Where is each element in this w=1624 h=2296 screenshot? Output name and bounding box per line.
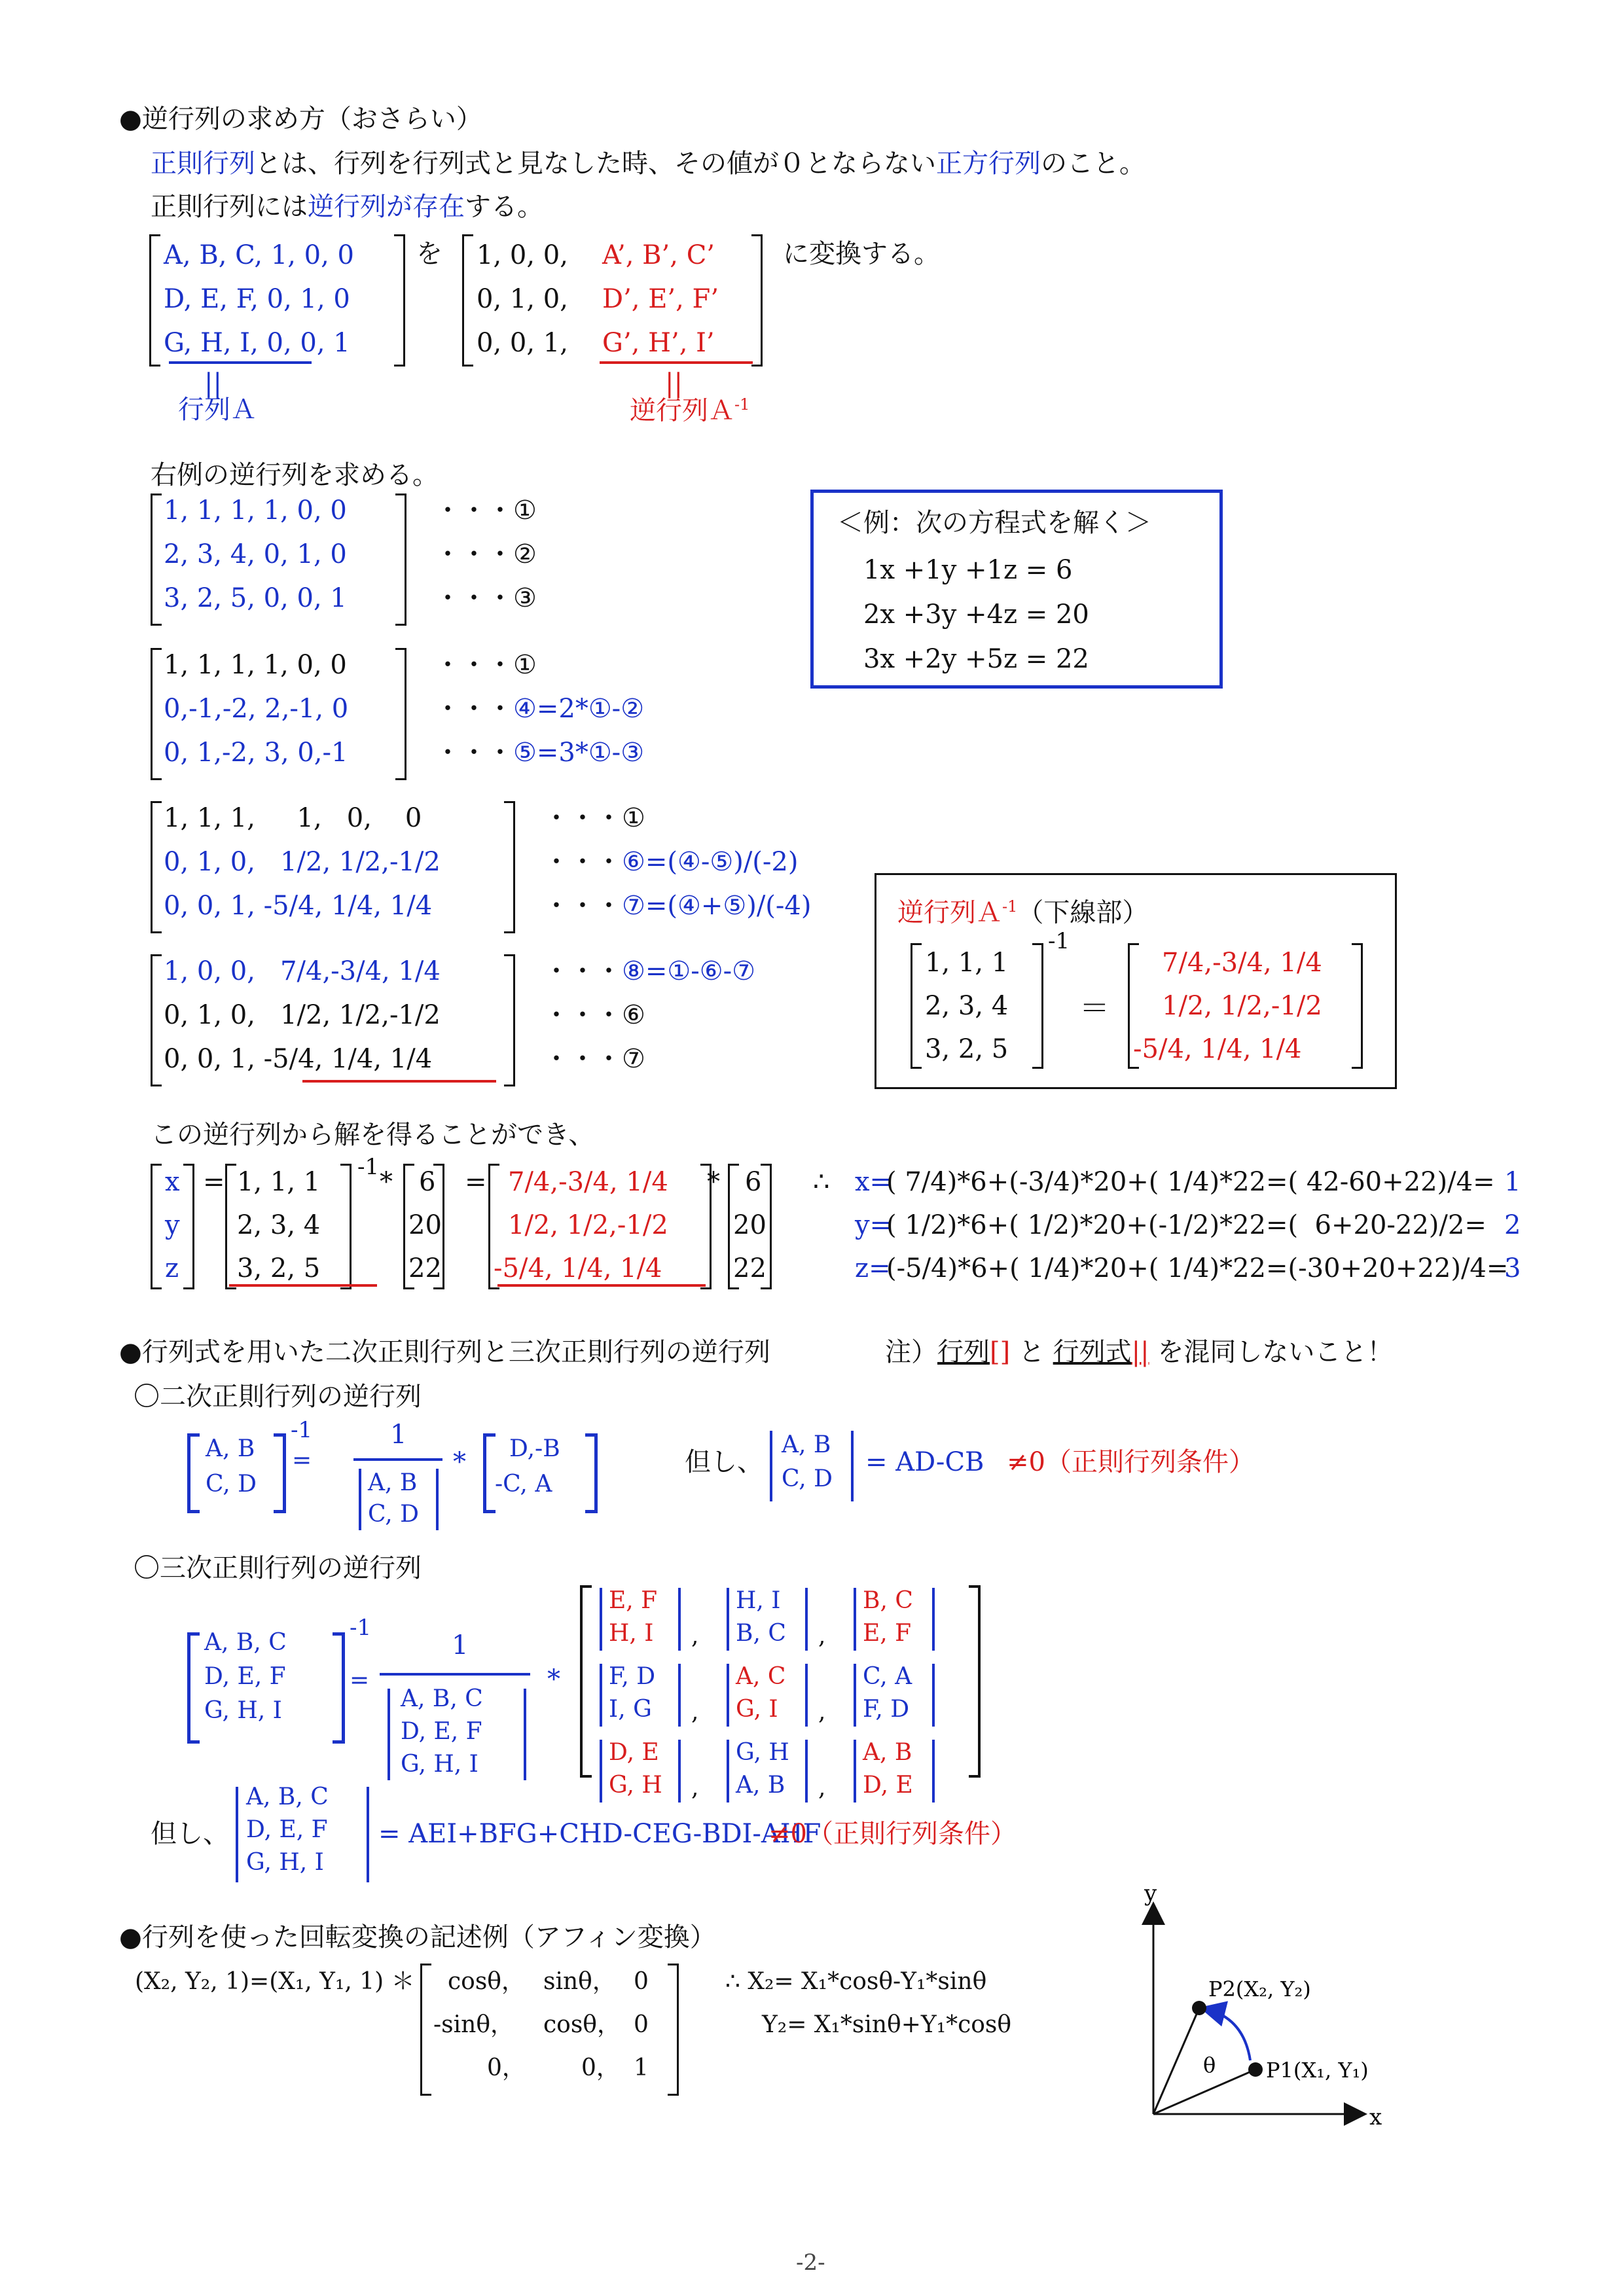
- section5-heading: ●行列を使った回転変換の記述例（アフィン変換）: [119, 1922, 716, 1952]
- subheading-2x2: 〇二次正則行列の逆行列: [134, 1382, 422, 1412]
- solution-expression: ( 1/2)*6+( 1/2)*20+(-1/2)*22=( 6+20-22)/2=: [886, 1210, 1487, 1240]
- matrix-row: A, B: [206, 1435, 255, 1462]
- text-segment: のこと。: [1041, 149, 1146, 179]
- bracket-right: [395, 493, 406, 626]
- determinant-row: D, E, F: [246, 1816, 328, 1843]
- example-equation: 2x +3y +4z = 20: [863, 600, 1089, 630]
- determinant-row: D, E, F: [401, 1718, 482, 1745]
- text-segment: とは、行列を行列式と見なした時、その値が０とならない: [255, 149, 936, 179]
- rotation-result-x: ∴ X₂= X₁*cosθ-Y₁*sinθ: [725, 1968, 987, 1995]
- cofactor-row: I, G: [609, 1696, 652, 1723]
- matrix-row-right: A’, B’, C’: [602, 240, 715, 270]
- determinant-row: A, B: [782, 1431, 831, 1458]
- bracket-right: [504, 801, 515, 933]
- rotation-matrix-cell: cosθ，: [448, 1968, 525, 1995]
- rhs-entry: 6: [745, 1167, 762, 1197]
- matrix-row-left: 1, 0, 0,: [477, 240, 568, 270]
- cofactor-row: D, E: [609, 1739, 659, 1766]
- intro-text: 右例の逆行列を求める。: [151, 460, 439, 490]
- wo-text: を: [416, 239, 442, 269]
- dots: ・・・: [435, 583, 513, 613]
- determinant-row: C, D: [368, 1501, 420, 1528]
- determinant-row: A, B, C: [401, 1685, 483, 1712]
- solution-variable: z=: [855, 1253, 891, 1283]
- condition-expression: = AD-CB: [865, 1447, 984, 1477]
- det-bar: [854, 1588, 856, 1651]
- matrix-row: -5/4, 1/4, 1/4: [1133, 1034, 1302, 1064]
- matrix-row: 0, 1, 0, 1/2, 1/2,-1/2: [164, 847, 441, 877]
- cofactor-row: B, C: [863, 1587, 913, 1614]
- equals: ＝: [1079, 990, 1110, 1026]
- text-segment: 正方行列: [936, 149, 1041, 179]
- dots: ・・・: [435, 694, 513, 724]
- solution-variable: x=: [855, 1167, 892, 1197]
- equals-mark: ||: [665, 368, 683, 399]
- matrix-row: 0, 1,-2, 3, 0,-1: [164, 738, 348, 768]
- matrix-row: G, H, I: [204, 1697, 282, 1724]
- matrix-row: A, B, C, 1, 0, 0: [164, 240, 354, 270]
- cofactor-row: C, A: [863, 1663, 912, 1690]
- label-p2: P2(X₂, Y₂): [1208, 1977, 1311, 2001]
- caution-note: 注）行列[] と 行列式|| を混同しないこと！: [885, 1337, 1394, 1367]
- step-note: ③: [513, 583, 537, 613]
- dots: ・・・: [543, 1044, 622, 1074]
- det-bar: [727, 1664, 729, 1727]
- regular-condition: ≠0（正則行列条件）: [768, 1819, 1017, 1849]
- numerator: 1: [452, 1630, 469, 1660]
- text-segment: 逆行列が存在: [308, 192, 465, 222]
- example-title: ＜例：次の方程式を解く＞: [837, 508, 1151, 538]
- text-segment: 正則行列: [151, 149, 255, 179]
- vector-entry: z: [165, 1253, 179, 1283]
- cofactor-row: F, D: [863, 1696, 910, 1723]
- solution-intro: この逆行列から解を得ることができ、: [151, 1120, 595, 1150]
- comma: ,: [818, 1774, 826, 1801]
- matrix-row-left: 0, 0, 1,: [477, 328, 568, 358]
- dots: ・・・: [435, 650, 513, 680]
- cofactor-row: E, F: [609, 1587, 658, 1614]
- existence-line: [151, 194, 543, 220]
- star: *: [380, 1167, 393, 1197]
- comma: ,: [818, 1623, 826, 1649]
- superscript: -1: [357, 1154, 380, 1180]
- matrix-row: 3, 2, 5, 0, 0, 1: [164, 583, 347, 613]
- solution-variable: y=: [855, 1210, 892, 1240]
- matrix-row-right: G’, H’, I’: [602, 328, 715, 358]
- matrix-row: 1, 1, 1: [925, 948, 1009, 978]
- bracket-right: [395, 648, 406, 780]
- rhs-entry: 20: [408, 1210, 442, 1240]
- vector-entry: x: [165, 1167, 180, 1197]
- matrix-row: D,-B: [509, 1435, 560, 1462]
- bracket-left: [151, 493, 162, 626]
- det-bar: [727, 1740, 729, 1803]
- rotation-matrix-cell: sinθ，: [543, 1968, 616, 1995]
- det-bar: [678, 1740, 681, 1803]
- rhs-entry: 22: [733, 1253, 767, 1283]
- matrix-row: 1, 1, 1, 1, 0, 0: [164, 495, 347, 526]
- dots: ・・・: [543, 803, 622, 833]
- matrix-row: G, H, I, 0, 0, 1: [164, 328, 350, 358]
- det-bar: [678, 1664, 681, 1727]
- step-note: ①: [513, 495, 537, 526]
- cofactor-row: F, D: [609, 1663, 656, 1690]
- solution-answer: 2: [1504, 1210, 1521, 1240]
- comma: ,: [691, 1623, 699, 1649]
- bracket-right: [504, 954, 515, 1086]
- superscript: -1: [1048, 928, 1070, 954]
- matrix-row-left: 0, 1, 0,: [477, 284, 568, 314]
- equals: =: [465, 1167, 487, 1197]
- section1-heading: ●逆行列の求め方（おさらい）: [119, 104, 482, 134]
- label-p1: P1(X₁, Y₁): [1266, 2058, 1369, 2083]
- dots: ・・・: [435, 539, 513, 569]
- matrix-row: -5/4, 1/4, 1/4: [494, 1253, 662, 1283]
- det-bar: [805, 1664, 808, 1727]
- star: *: [547, 1664, 560, 1695]
- matrix-row: 1, 1, 1, 1, 0, 0: [164, 650, 347, 680]
- matrix-row: 7/4,-3/4, 1/4: [508, 1167, 668, 1197]
- label-inverse: 逆行列Ａ$^{-1}$: [630, 395, 750, 426]
- solution-expression: (-5/4)*6+( 1/4)*20+( 1/4)*22=(-30+20+22)/4=: [886, 1253, 1509, 1283]
- rotation-matrix-cell: 0: [634, 1968, 649, 1995]
- rotation-matrix-cell: -sinθ，: [433, 2011, 514, 2038]
- label-matrix-a: 行列Ａ: [178, 395, 257, 425]
- cofactor-row: E, F: [863, 1620, 912, 1647]
- star: *: [453, 1447, 466, 1477]
- det-bar: [854, 1664, 856, 1727]
- matrix-row: 0, 1, 0, 1/2, 1/2,-1/2: [164, 1000, 441, 1030]
- step-note: ⑤=3*①-③: [513, 738, 645, 768]
- solution-expression: ( 7/4)*6+(-3/4)*20+( 1/4)*22=( 42-60+22)/4=: [886, 1167, 1495, 1197]
- regular-condition: ≠0（正則行列条件）: [1007, 1447, 1255, 1477]
- step-note: ⑦=(④+⑤)/(-4): [622, 891, 812, 921]
- matrix-row: -C, A: [495, 1471, 552, 1498]
- det-bar: [600, 1664, 602, 1727]
- cofactor-row: D, E: [863, 1772, 913, 1799]
- det-bar: [854, 1740, 856, 1803]
- matrix-row: D, E, F, 0, 1, 0: [164, 284, 350, 314]
- rhs-entry: 20: [733, 1210, 767, 1240]
- henkan-text: に変換する。: [783, 239, 940, 269]
- step-note: ⑧=①-⑥-⑦: [622, 956, 755, 986]
- matrix-row: 3, 2, 5: [237, 1253, 321, 1283]
- comma: ,: [691, 1774, 699, 1801]
- rotation-matrix-cell: 0: [634, 2011, 649, 2038]
- equals: =: [350, 1667, 370, 1694]
- det-bar: [932, 1740, 935, 1803]
- matrix-row: 1/2, 1/2,-1/2: [1162, 991, 1322, 1021]
- matrix-row: 3, 2, 5: [925, 1034, 1009, 1064]
- rotation-matrix-cell: 0，: [487, 2054, 526, 2081]
- text-segment: する。: [465, 192, 543, 222]
- cofactor-row: H, I: [609, 1620, 654, 1647]
- matrix-row: D, E, F: [204, 1663, 286, 1690]
- rhs-entry: 6: [419, 1167, 436, 1197]
- cofactor-row: A, B: [736, 1772, 785, 1799]
- cofactor-row: H, I: [736, 1587, 781, 1614]
- cofactor-row: B, C: [736, 1620, 786, 1647]
- matrix-row: 1, 1, 1, 1, 0, 0: [164, 803, 422, 833]
- step-note: ⑥: [622, 1000, 645, 1030]
- rotation-matrix-cell: 1: [634, 2054, 649, 2081]
- label-theta: θ: [1203, 2053, 1216, 2077]
- matrix-row: 2, 3, 4: [237, 1210, 321, 1240]
- condition-expression: = AEI+BFG+CHD-CEG-BDI-AHF: [378, 1819, 821, 1849]
- step-note: ①: [513, 650, 537, 680]
- step-note: ②: [513, 539, 537, 569]
- det-bar: [805, 1588, 808, 1651]
- vector-entry: y: [165, 1210, 180, 1240]
- determinant-row: G, H, I: [401, 1751, 478, 1778]
- matrix-row-right: D’, E’, F’: [602, 284, 719, 314]
- therefore: ∴: [813, 1167, 830, 1197]
- comma: ,: [691, 1698, 699, 1725]
- rotation-matrix-cell: cosθ，: [543, 2011, 621, 2038]
- comma: ,: [818, 1698, 826, 1725]
- det-bar: [600, 1740, 602, 1803]
- cofactor-row: G, H: [736, 1739, 789, 1766]
- bracket-left: [151, 801, 162, 933]
- axis-label-x: x: [1369, 2104, 1382, 2130]
- matrix-row: C, D: [206, 1471, 257, 1498]
- det-bar: [727, 1588, 729, 1651]
- matrix-row: A, B, C: [204, 1629, 287, 1656]
- solution-answer: 3: [1504, 1253, 1521, 1283]
- det-bar: [600, 1588, 602, 1651]
- determinant-row: A, B, C: [246, 1784, 329, 1810]
- bracket-left: [151, 648, 162, 780]
- example-box: [810, 490, 1223, 689]
- inverse-box-title: 逆行列Ａ$^{-1}$（下線部）: [897, 897, 1149, 928]
- page-number: -2-: [796, 2250, 825, 2276]
- det-bar: [678, 1588, 681, 1651]
- tadashi: 但し、: [151, 1819, 229, 1849]
- dots: ・・・: [543, 1000, 622, 1030]
- point-p2: [1192, 2001, 1206, 2015]
- section4-heading: ●行列式を用いた二次正則行列と三次正則行列の逆行列: [119, 1337, 770, 1367]
- cofactor-row: A, B: [863, 1739, 912, 1766]
- determinant-row: A, B: [368, 1469, 418, 1496]
- dots: ・・・: [543, 956, 622, 986]
- matrix-row: 1/2, 1/2,-1/2: [508, 1210, 668, 1240]
- inverse-box: [875, 873, 1397, 1089]
- equals: =: [292, 1447, 312, 1474]
- inverse-underline: [302, 1080, 496, 1083]
- cofactor-row: A, C: [736, 1663, 786, 1690]
- rotation-matrix-cell: 0，: [581, 2054, 620, 2081]
- matrix-row: 0, 0, 1, -5/4, 1/4, 1/4: [164, 891, 433, 921]
- matrix-row: 2, 3, 4: [925, 991, 1009, 1021]
- det-bar: [932, 1664, 935, 1727]
- solution-answer: 1: [1504, 1167, 1521, 1197]
- text-segment: 正則行列には: [151, 192, 308, 222]
- det-bar: [932, 1588, 935, 1651]
- cofactor-row: G, I: [736, 1696, 778, 1723]
- dots: ・・・: [543, 847, 622, 877]
- dots: ・・・: [543, 891, 622, 921]
- rotation-diagram: [1126, 1885, 1414, 2147]
- rotation-result-y: Y₂= X₁*sinθ+Y₁*cosθ: [762, 2011, 1012, 2038]
- subheading-3x3: 〇三次正則行列の逆行列: [134, 1553, 422, 1583]
- star: *: [707, 1167, 720, 1197]
- rhs-entry: 22: [408, 1253, 442, 1283]
- cofactor-row: G, H: [609, 1772, 662, 1799]
- example-equation: 1x +1y +1z = 6: [863, 555, 1073, 585]
- point-p1: [1248, 2062, 1263, 2077]
- bracket-left: [151, 954, 162, 1086]
- step-note: ④=2*①-②: [513, 694, 645, 724]
- determinant-row: C, D: [782, 1465, 833, 1492]
- step-note: ①: [622, 803, 645, 833]
- matrix-row: 0, 0, 1, -5/4, 1/4, 1/4: [164, 1044, 433, 1074]
- matrix-row: 1, 0, 0, 7/4,-3/4, 1/4: [164, 956, 441, 986]
- equals-mark: ||: [204, 368, 222, 399]
- superscript: -1: [350, 1615, 372, 1641]
- numerator: 1: [390, 1420, 407, 1450]
- matrix-row: 7/4,-3/4, 1/4: [1162, 948, 1322, 978]
- step-note: ⑥=(④-⑤)/(-2): [622, 847, 799, 877]
- axis-label-y: y: [1144, 1885, 1157, 1907]
- step-note: ⑦: [622, 1044, 645, 1074]
- dots: ・・・: [435, 738, 513, 768]
- determinant-row: G, H, I: [246, 1849, 324, 1876]
- superscript: -1: [291, 1417, 313, 1443]
- tadashi: 但し、: [685, 1447, 763, 1477]
- definition-line: [151, 151, 1146, 177]
- example-equation: 3x +2y +5z = 22: [863, 644, 1089, 674]
- dots: ・・・: [435, 495, 513, 526]
- rotation-lhs: (X₂, Y₂, 1)=(X₁, Y₁, 1) ＊: [135, 1968, 415, 1995]
- matrix-row: 1, 1, 1: [237, 1167, 321, 1197]
- matrix-row: 2, 3, 4, 0, 1, 0: [164, 539, 347, 569]
- equals: =: [203, 1167, 225, 1197]
- det-bar: [805, 1740, 808, 1803]
- matrix-row: 0,-1,-2, 2,-1, 0: [164, 694, 349, 724]
